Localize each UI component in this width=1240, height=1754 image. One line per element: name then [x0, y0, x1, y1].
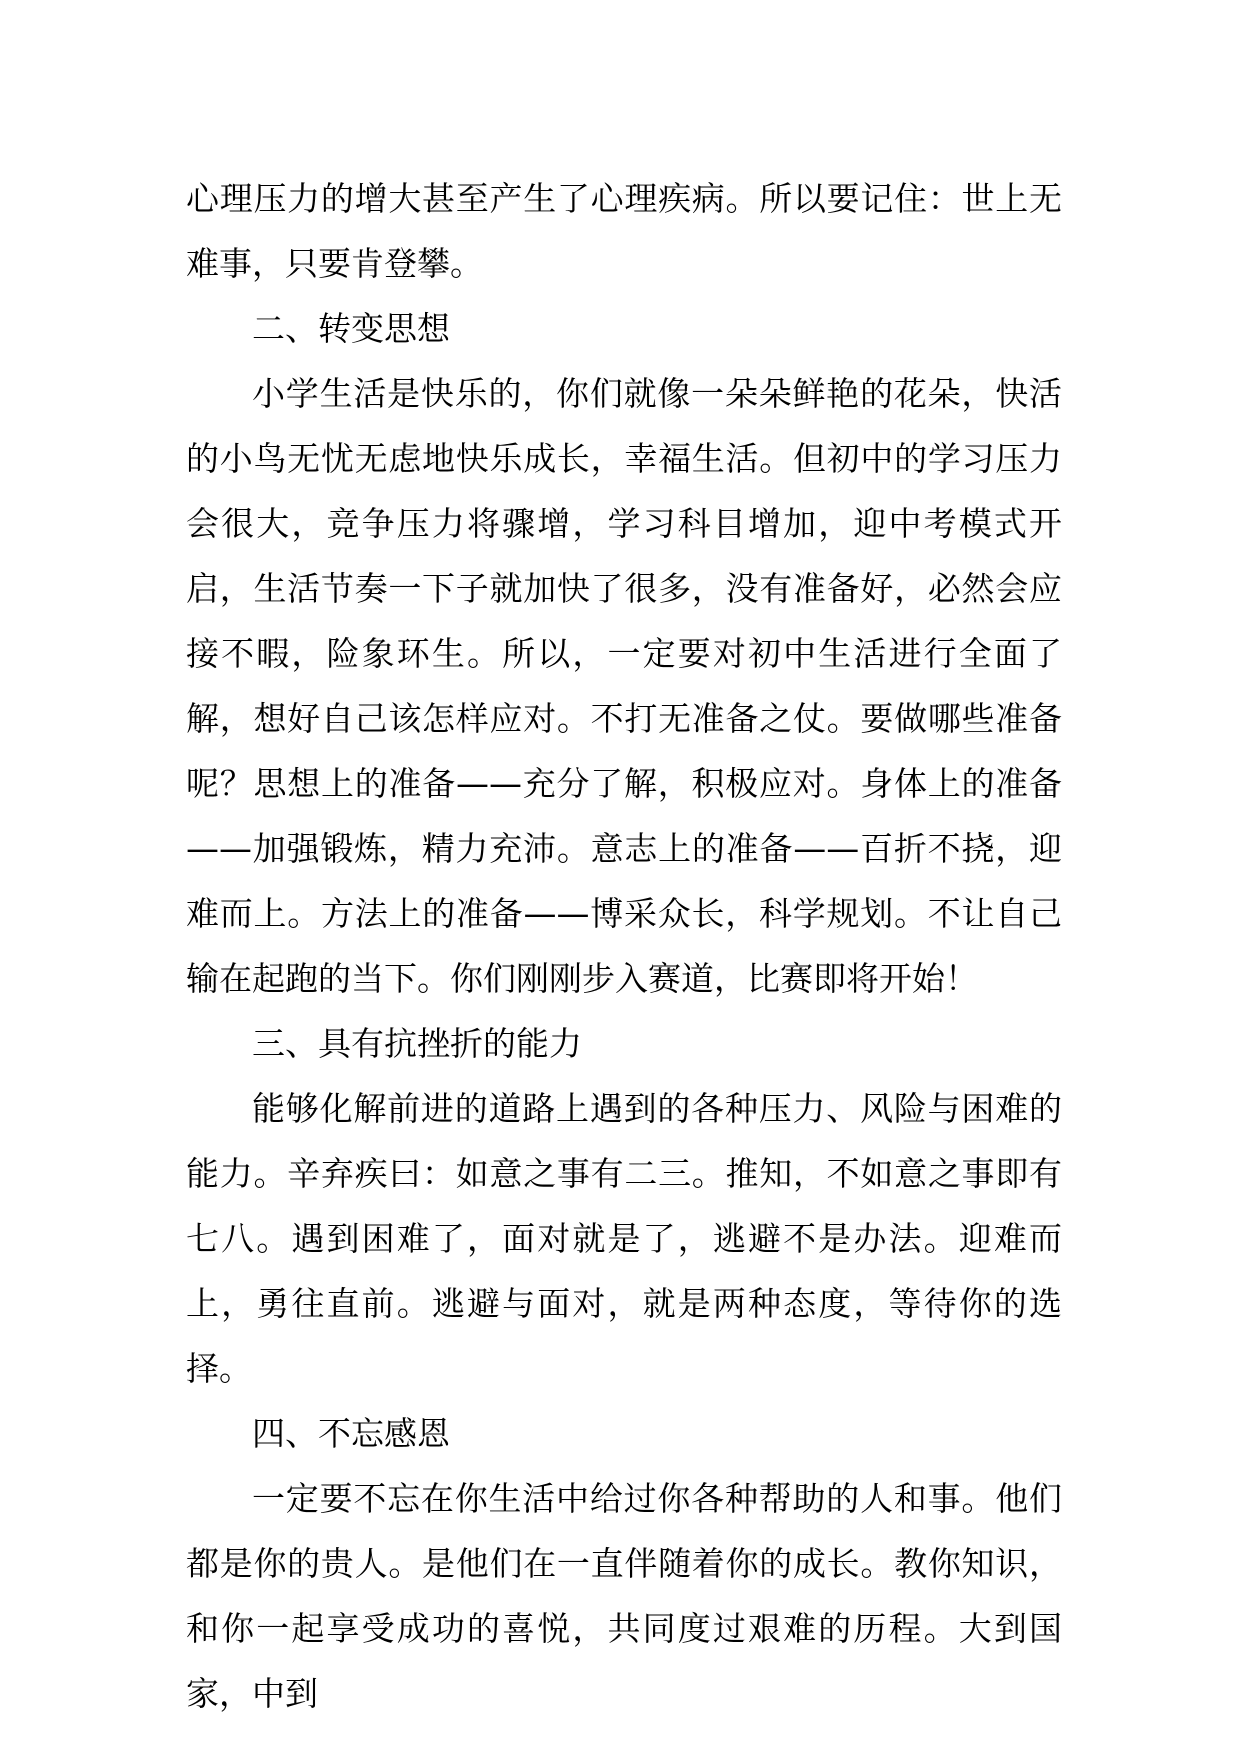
paragraph-change-thinking: 小学生活是快乐的，你们就像一朵朵鲜艳的花朵，快活的小鸟无忧无虑地快乐成长，幸福生活。但初中的学习压力会很大，竞争压力将骤增，学习科目增加，迎中考模式开启，生活节奏一下子就加快了很多，没有准备好，必然会应接不暇，险象环生。所以，一定要对初中生活进行全面了解，想好自己该怎样应对。不打无准备之仗。要做哪些准备呢？思想上的准备——充分了解，积极应对。身体上的准备——加强锻炼，精力充沛。意志上的准备——百折不挠，迎难而上。方法上的准备——博采众长，科学规划。不让自己输在起跑的当下。你们刚刚步入赛道，比赛即将开始！: [186, 374, 1062, 998]
paragraph-resilience: 能够化解前进的道路上遇到的各种压力、风险与困难的能力。辛弃疾曰：如意之事有二三。推知，不如意之事即有七八。遇到困难了，面对就是了，逃避不是办法。迎难而上，勇往直前。逃避与面对，就是两种态度，等待你的选择。: [186, 1089, 1062, 1388]
section-heading-resilience: 三、具有抗挫折的能力: [252, 1024, 582, 1063]
paragraph-gratitude: 一定要不忘在你生活中给过你各种帮助的人和事。他们都是你的贵人。是他们在一直伴随着你的成长。教你知识，和你一起享受成功的喜悦，共同度过艰难的历程。大到国家，中到: [186, 1479, 1062, 1713]
paragraph-continuation: 心理压力的增大甚至产生了心理疾病。所以要记住：世上无难事，只要肯登攀。: [186, 179, 1062, 283]
document-page: [186, 166, 1062, 1726]
section-heading-gratitude: 四、不忘感恩: [252, 1414, 450, 1453]
section-heading-change-thinking: 二、转变思想: [252, 309, 450, 348]
